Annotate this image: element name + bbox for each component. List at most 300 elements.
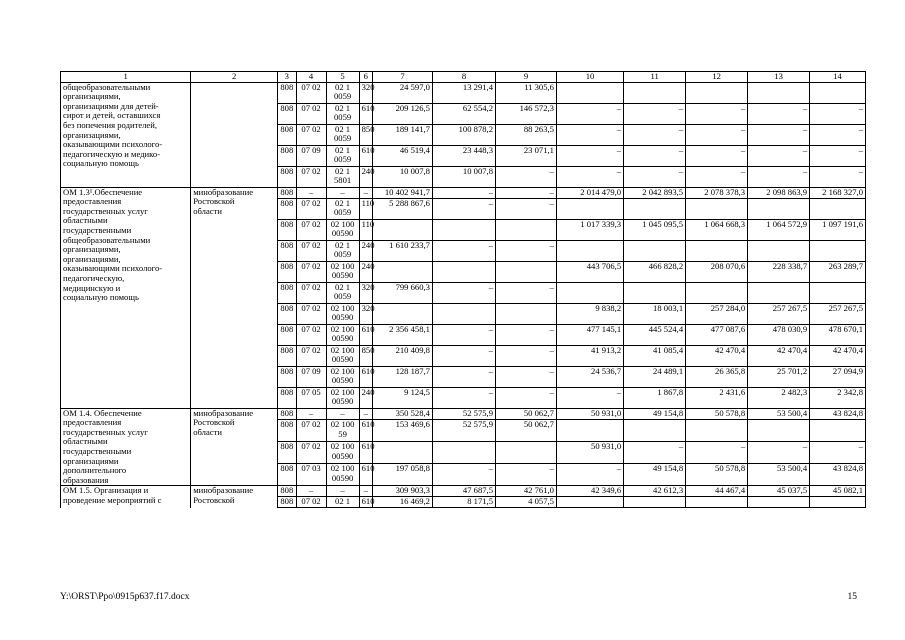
- table-cell: 07 02: [296, 198, 326, 219]
- table-cell: 45 082,1: [810, 486, 866, 497]
- table-cell: 320: [359, 282, 372, 303]
- table-cell: [748, 497, 810, 508]
- table-cell: [686, 198, 748, 219]
- table-cell: 1 045 095,5: [624, 219, 686, 240]
- table-cell: [624, 240, 686, 261]
- table-cell: 808: [278, 497, 297, 508]
- measure-name-line: областными: [63, 215, 108, 226]
- measure-name-line: проведение мероприятий с: [63, 494, 162, 505]
- table-cell: [624, 497, 686, 508]
- measure-name-line: образования: [63, 474, 109, 485]
- table-cell: 44 467,4: [686, 486, 748, 497]
- table-cell: 50 578,8: [686, 464, 748, 486]
- table-cell: 41 913,2: [556, 345, 623, 366]
- table-cell: 808: [278, 387, 297, 408]
- table-cell: 110: [359, 219, 372, 240]
- table-cell: –: [810, 166, 866, 187]
- table-cell: –: [624, 166, 686, 187]
- csr-cell: 02 100 00590: [326, 303, 359, 324]
- table-cell: [373, 303, 433, 324]
- table-cell: 263 289,7: [810, 261, 866, 282]
- table-cell: [624, 282, 686, 303]
- table-row: [61, 82, 866, 103]
- table-cell: 808: [278, 486, 297, 497]
- measure-name-line: государственными: [63, 224, 132, 235]
- table-cell: 466 828,2: [624, 261, 686, 282]
- table-cell: [686, 497, 748, 508]
- header-cell: 10: [556, 72, 623, 83]
- table-cell: 50 578,8: [686, 408, 748, 420]
- table-cell: 209 126,5: [373, 103, 433, 124]
- executor-line: Ростовской: [193, 494, 235, 505]
- table-cell: 240: [359, 387, 372, 408]
- header-cell: 4: [296, 72, 326, 83]
- measure-name-line: социальную помощь: [63, 158, 139, 169]
- table-cell: [432, 261, 495, 282]
- executor-line: области: [193, 205, 222, 216]
- header-cell: 8: [432, 72, 495, 83]
- table-cell: –: [495, 345, 556, 366]
- measure-name-line: предоставления: [63, 417, 122, 428]
- table-cell: 5 288 867,6: [373, 198, 433, 219]
- table-cell: 320: [359, 303, 372, 324]
- measure-name-line: общеобразовательными: [63, 81, 151, 92]
- table-cell: 808: [278, 219, 297, 240]
- table-cell: [810, 497, 866, 508]
- table-cell: [748, 198, 810, 219]
- table-cell: 07 02: [296, 303, 326, 324]
- table-cell: 07 02: [296, 82, 326, 103]
- table-cell: 07 02: [296, 124, 326, 145]
- table-cell: –: [748, 166, 810, 187]
- table-cell: [432, 303, 495, 324]
- table-cell: 07 09: [296, 145, 326, 166]
- table-cell: –: [359, 187, 372, 198]
- table-cell: 610: [359, 103, 372, 124]
- table-cell: [686, 240, 748, 261]
- table-cell: 50 062,7: [495, 420, 556, 442]
- table-cell: 1 064 668,3: [686, 219, 748, 240]
- table-cell: 240: [359, 261, 372, 282]
- table-cell: –: [556, 166, 623, 187]
- table-cell: –: [810, 103, 866, 124]
- table-cell: 478 030,9: [748, 324, 810, 345]
- table-cell: [373, 261, 433, 282]
- table-cell: 53 500,4: [748, 464, 810, 486]
- table-cell: –: [686, 103, 748, 124]
- csr-cell: 02 1 5801: [326, 166, 359, 187]
- table-cell: 2 078 378,3: [686, 187, 748, 198]
- executor: [191, 486, 278, 508]
- table-cell: [810, 198, 866, 219]
- table-cell: –: [432, 324, 495, 345]
- measure-name-line: областными: [63, 436, 108, 447]
- table-cell: [556, 282, 623, 303]
- table-cell: –: [495, 324, 556, 345]
- table-cell: 197 058,8: [373, 464, 433, 486]
- budget-table: [60, 71, 866, 508]
- table-cell: –: [810, 124, 866, 145]
- table-cell: 610: [359, 324, 372, 345]
- table-cell: 07 02: [296, 282, 326, 303]
- table-cell: 610: [359, 464, 372, 486]
- measure-name-line: педагогическую,: [63, 272, 125, 283]
- table-cell: [373, 219, 433, 240]
- header-cell: 5: [326, 72, 359, 83]
- csr-cell: 02 100 00590: [326, 261, 359, 282]
- table-cell: 52 575,9: [432, 420, 495, 442]
- table-cell: 610: [359, 497, 372, 508]
- executor: [191, 82, 278, 187]
- table-cell: 13 291,4: [432, 82, 495, 103]
- table-cell: –: [495, 166, 556, 187]
- table-cell: 26 365,8: [686, 366, 748, 387]
- measure-name-line: организациями,: [63, 244, 121, 255]
- table-cell: [624, 198, 686, 219]
- table-cell: –: [432, 464, 495, 486]
- table-cell: 153 469,6: [373, 420, 433, 442]
- csr-cell: 02 100 59: [326, 420, 359, 442]
- table-cell: 610: [359, 442, 372, 464]
- measure-name-line: оказывающими психолого-: [63, 139, 163, 150]
- table-cell: 320: [359, 82, 372, 103]
- table-cell: 808: [278, 366, 297, 387]
- executor-line: области: [193, 426, 222, 437]
- table-cell: [686, 420, 748, 442]
- table-cell: 808: [278, 240, 297, 261]
- table-cell: 45 037,5: [748, 486, 810, 497]
- table-cell: 43 824,8: [810, 408, 866, 420]
- table-cell: [810, 282, 866, 303]
- table-cell: [495, 442, 556, 464]
- table-cell: –: [432, 345, 495, 366]
- table-cell: 610: [359, 145, 372, 166]
- table-cell: 2 356 458,1: [373, 324, 433, 345]
- csr-cell: 02 100 00590: [326, 324, 359, 345]
- table-cell: 42 761,0: [495, 486, 556, 497]
- table-cell: 128 187,7: [373, 366, 433, 387]
- table-cell: 07 02: [296, 442, 326, 464]
- table-cell: 42 470,4: [748, 345, 810, 366]
- measure-name-line: организациями,: [63, 91, 121, 102]
- table-cell: 240: [359, 240, 372, 261]
- table-cell: 808: [278, 124, 297, 145]
- table-cell: 07 03: [296, 464, 326, 486]
- table-cell: –: [432, 198, 495, 219]
- table-cell: 42 470,4: [810, 345, 866, 366]
- table-cell: 850: [359, 345, 372, 366]
- table-cell: 07 02: [296, 261, 326, 282]
- table-cell: 808: [278, 82, 297, 103]
- table-cell: –: [296, 187, 326, 198]
- table-cell: 4 057,5: [495, 497, 556, 508]
- header-cell: 9: [495, 72, 556, 83]
- measure-name-line: организациями,: [63, 253, 121, 264]
- measure-name-line: общеобразовательными: [63, 234, 151, 245]
- table-cell: 9 838,2: [556, 303, 623, 324]
- table-cell: –: [686, 124, 748, 145]
- table-cell: 808: [278, 464, 297, 486]
- table-cell: 23 448,3: [432, 145, 495, 166]
- table-cell: –: [432, 187, 495, 198]
- header-cell: 2: [191, 72, 278, 83]
- table-cell: 2 042 893,5: [624, 187, 686, 198]
- csr-cell: 02 100 00590: [326, 345, 359, 366]
- table-cell: 2 014 479,0: [556, 187, 623, 198]
- measure-name-line: педагогическую и медико-: [63, 148, 161, 159]
- csr-cell: –: [326, 187, 359, 198]
- table-cell: 49 154,8: [624, 464, 686, 486]
- table-cell: –: [624, 442, 686, 464]
- table-cell: 88 263,5: [495, 124, 556, 145]
- table-cell: 50 062,7: [495, 408, 556, 420]
- table-cell: 07 02: [296, 166, 326, 187]
- table-cell: 24 536,7: [556, 366, 623, 387]
- table-cell: –: [748, 442, 810, 464]
- executor-line: минобразование: [193, 186, 254, 197]
- measure-name: [61, 187, 191, 408]
- table-cell: –: [432, 387, 495, 408]
- table-cell: 25 701,2: [748, 366, 810, 387]
- table-cell: 100 878,2: [432, 124, 495, 145]
- table-cell: 47 687,5: [432, 486, 495, 497]
- table-cell: 257 267,5: [748, 303, 810, 324]
- page-number: 15: [847, 592, 857, 602]
- table-cell: 07 02: [296, 103, 326, 124]
- table-cell: 23 071,1: [495, 145, 556, 166]
- table-cell: 8 171,5: [432, 497, 495, 508]
- table-cell: 189 141,7: [373, 124, 433, 145]
- table-cell: 808: [278, 303, 297, 324]
- header-cell: 7: [373, 72, 433, 83]
- table-cell: –: [810, 145, 866, 166]
- executor-line: минобразование: [193, 407, 254, 418]
- table-cell: –: [432, 366, 495, 387]
- measure-name-line: организациями для детей-: [63, 100, 159, 111]
- table-cell: [556, 198, 623, 219]
- table-cell: –: [556, 387, 623, 408]
- table-cell: [810, 240, 866, 261]
- measure-name-line: организациями: [63, 455, 119, 466]
- table-cell: [748, 420, 810, 442]
- table-cell: –: [686, 166, 748, 187]
- csr-cell: 02 1 0059: [326, 240, 359, 261]
- table-cell: –: [686, 442, 748, 464]
- table-cell: 228 338,7: [748, 261, 810, 282]
- table-cell: 808: [278, 345, 297, 366]
- table-cell: –: [432, 282, 495, 303]
- table-cell: [748, 240, 810, 261]
- csr-cell: 02 1 0059: [326, 103, 359, 124]
- table-cell: –: [624, 103, 686, 124]
- table-cell: [748, 282, 810, 303]
- header-cell: 3: [278, 72, 297, 83]
- header-cell: 1: [61, 72, 191, 83]
- measure-name: [61, 82, 191, 187]
- table-cell: 42 612,3: [624, 486, 686, 497]
- executor-line: Ростовской: [193, 196, 235, 207]
- header-cell: 11: [624, 72, 686, 83]
- table-cell: [810, 82, 866, 103]
- table-cell: 24 597,0: [373, 82, 433, 103]
- executor: [191, 187, 278, 408]
- table-cell: 10 007,8: [373, 166, 433, 187]
- table-cell: [373, 442, 433, 464]
- measure-name-line: дополнительного: [63, 465, 127, 476]
- table-cell: 46 519,4: [373, 145, 433, 166]
- csr-cell: 02 1: [326, 497, 359, 508]
- table-cell: 1 017 339,3: [556, 219, 623, 240]
- table-cell: –: [556, 124, 623, 145]
- table-cell: 1 064 572,9: [748, 219, 810, 240]
- table-cell: [556, 82, 623, 103]
- csr-cell: 02 1 0059: [326, 82, 359, 103]
- table-cell: 2 342,8: [810, 387, 866, 408]
- table-cell: –: [556, 464, 623, 486]
- csr-cell: 02 100 00590: [326, 442, 359, 464]
- table-cell: –: [748, 124, 810, 145]
- table-cell: 11 305,6: [495, 82, 556, 103]
- csr-cell: 02 100 00590: [326, 464, 359, 486]
- table-cell: [432, 442, 495, 464]
- measure-name-line: ОМ 1.5. Организация и: [63, 485, 149, 496]
- csr-cell: 02 100 00590: [326, 366, 359, 387]
- table-cell: –: [810, 442, 866, 464]
- header-cell: 6: [359, 72, 372, 83]
- table-cell: [556, 420, 623, 442]
- header-cell: 13: [748, 72, 810, 83]
- table-cell: 07 02: [296, 345, 326, 366]
- measure-name-line: социальную помощь: [63, 292, 139, 303]
- table-cell: [495, 219, 556, 240]
- table-cell: –: [686, 145, 748, 166]
- table-cell: –: [495, 198, 556, 219]
- table-cell: 07 02: [296, 497, 326, 508]
- table-cell: 49 154,8: [624, 408, 686, 420]
- table-cell: 808: [278, 408, 297, 420]
- file-path: Y:\ORST\Ppo\0915p637.f17.docx: [60, 592, 190, 602]
- table-cell: 309 903,3: [373, 486, 433, 497]
- measure-name-line: государственных услуг: [63, 205, 148, 216]
- table-row: [61, 408, 866, 420]
- csr-cell: –: [326, 408, 359, 420]
- table-row: [61, 486, 866, 497]
- table-cell: 1 610 233,7: [373, 240, 433, 261]
- table-cell: 10 402 941,7: [373, 187, 433, 198]
- csr-cell: 02 1 0059: [326, 124, 359, 145]
- table-cell: 257 284,0: [686, 303, 748, 324]
- table-cell: 16 469,2: [373, 497, 433, 508]
- table-cell: 808: [278, 282, 297, 303]
- measure-name-line: оказывающими психолого-: [63, 263, 163, 274]
- table-cell: 1 867,8: [624, 387, 686, 408]
- table-cell: 477 145,1: [556, 324, 623, 345]
- table-cell: 808: [278, 145, 297, 166]
- table-cell: [686, 82, 748, 103]
- table-cell: 9 124,5: [373, 387, 433, 408]
- measure-name-line: ОМ 1.3¹.Обеспечение: [63, 186, 143, 197]
- table-cell: 10 007,8: [432, 166, 495, 187]
- table-cell: –: [359, 408, 372, 420]
- table-cell: 240: [359, 166, 372, 187]
- table-cell: –: [495, 366, 556, 387]
- table-cell: 52 575,9: [432, 408, 495, 420]
- table-cell: –: [495, 240, 556, 261]
- table-cell: –: [748, 103, 810, 124]
- table-cell: 07 02: [296, 219, 326, 240]
- table-cell: [624, 420, 686, 442]
- table-cell: 208 070,6: [686, 261, 748, 282]
- header-cell: 12: [686, 72, 748, 83]
- table-cell: –: [495, 282, 556, 303]
- table-cell: 42 349,6: [556, 486, 623, 497]
- table-cell: 808: [278, 198, 297, 219]
- table-cell: 07 02: [296, 324, 326, 345]
- table-cell: 2 431,6: [686, 387, 748, 408]
- table-cell: 43 824,8: [810, 464, 866, 486]
- table-cell: [495, 303, 556, 324]
- table-cell: 477 087,6: [686, 324, 748, 345]
- table-cell: 50 931,0: [556, 442, 623, 464]
- table-cell: [624, 82, 686, 103]
- measure-name-line: без попечения родителей,: [63, 119, 157, 130]
- table-cell: [495, 261, 556, 282]
- table-cell: [556, 240, 623, 261]
- table-cell: –: [296, 408, 326, 420]
- measure-name: [61, 408, 191, 486]
- table-cell: 350 528,4: [373, 408, 433, 420]
- table-cell: 2 098 863,9: [748, 187, 810, 198]
- measure-name-line: медицинскую и: [63, 282, 121, 293]
- table-cell: 2 482,3: [748, 387, 810, 408]
- csr-cell: 02 100 00590: [326, 219, 359, 240]
- table-cell: 53 500,4: [748, 408, 810, 420]
- measure-name-line: государственными: [63, 445, 132, 456]
- table-cell: 808: [278, 166, 297, 187]
- table-cell: –: [748, 145, 810, 166]
- table-cell: [810, 420, 866, 442]
- table-cell: –: [556, 103, 623, 124]
- executor: [191, 408, 278, 486]
- table-row: [61, 187, 866, 198]
- measure-name-line: сирот и детей, оставшихся: [63, 110, 161, 121]
- csr-cell: 02 1 0059: [326, 198, 359, 219]
- table-cell: [748, 82, 810, 103]
- table-cell: 445 524,4: [624, 324, 686, 345]
- table-cell: 42 470,4: [686, 345, 748, 366]
- table-cell: 27 094,9: [810, 366, 866, 387]
- table-cell: [686, 282, 748, 303]
- table-cell: 07 09: [296, 366, 326, 387]
- table-cell: 808: [278, 420, 297, 442]
- table-cell: –: [359, 486, 372, 497]
- csr-cell: –: [326, 486, 359, 497]
- table-cell: 07 02: [296, 420, 326, 442]
- table-cell: 808: [278, 324, 297, 345]
- executor-line: Ростовской: [193, 417, 235, 428]
- table-cell: [556, 497, 623, 508]
- header-cell: 14: [810, 72, 866, 83]
- measure-name: [61, 486, 191, 508]
- table-cell: 808: [278, 187, 297, 198]
- table-cell: –: [296, 486, 326, 497]
- table-cell: –: [556, 145, 623, 166]
- table-cell: 1 097 191,6: [810, 219, 866, 240]
- table-cell: 808: [278, 442, 297, 464]
- measure-name-line: ОМ 1.4. Обеспечение: [63, 407, 142, 418]
- table-cell: 808: [278, 261, 297, 282]
- table-cell: [432, 219, 495, 240]
